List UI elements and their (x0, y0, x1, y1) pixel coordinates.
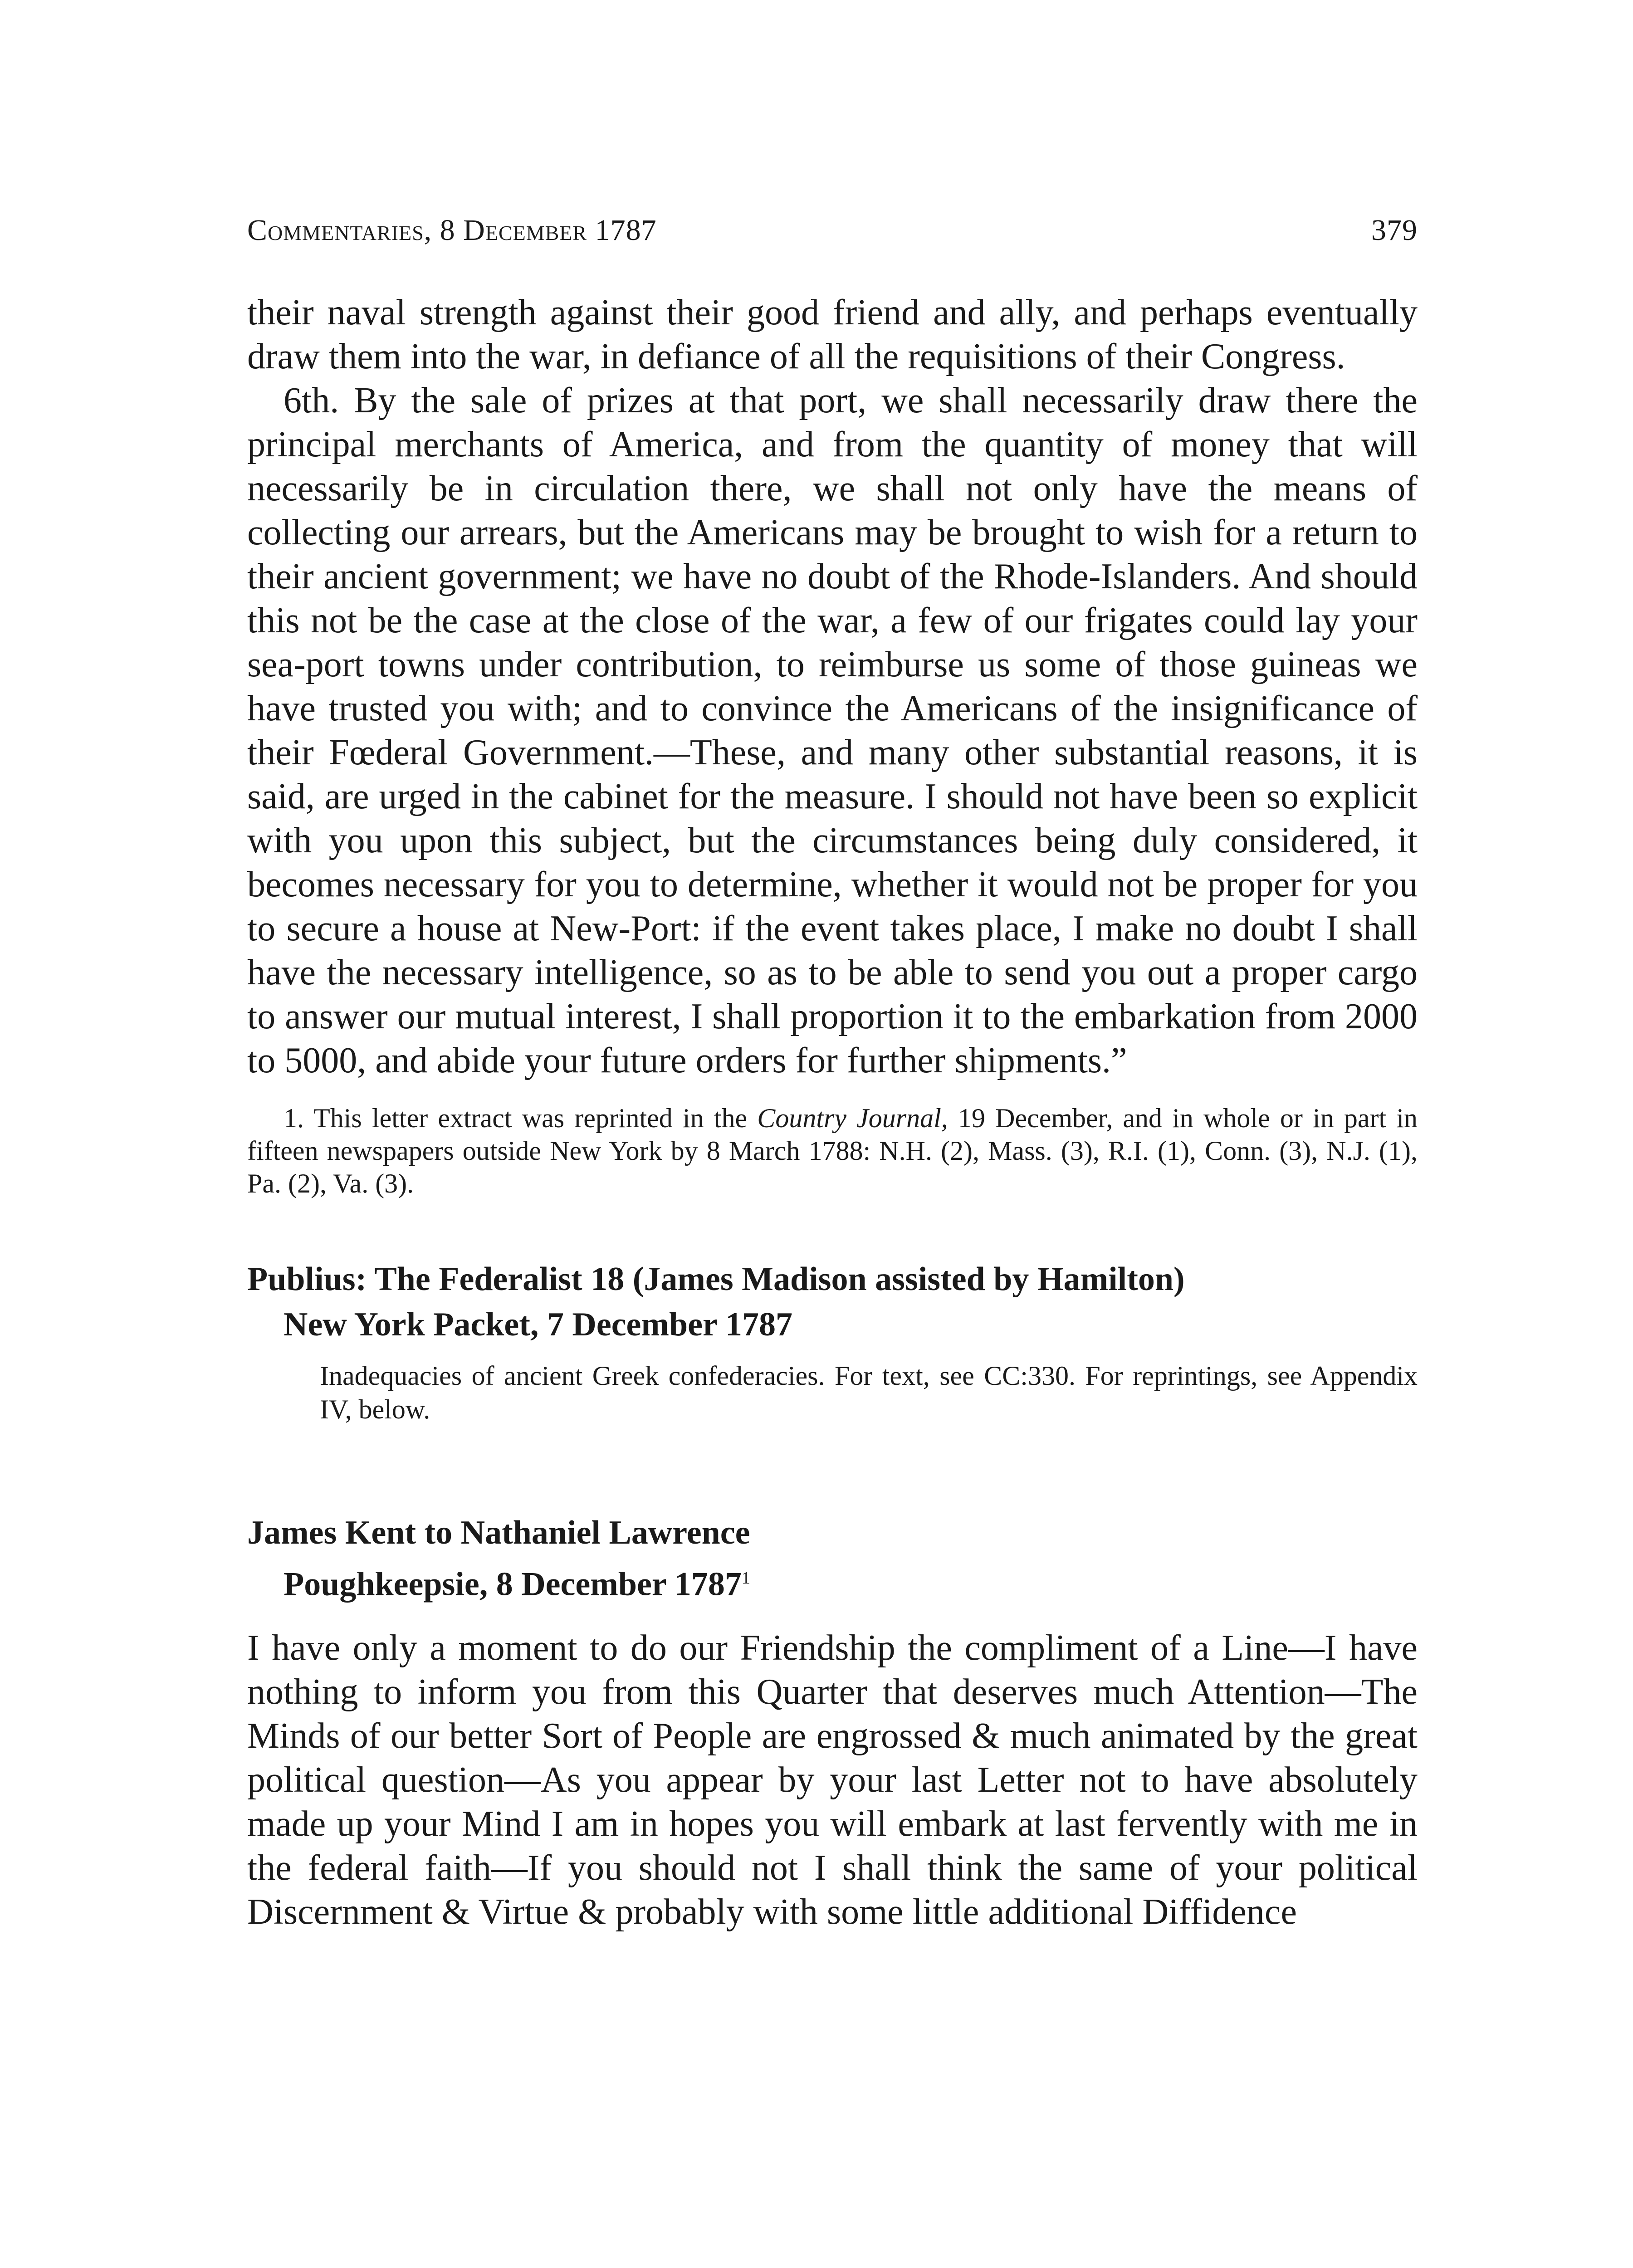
continuation-text (247, 291, 1418, 1083)
footnote-text: 1. This letter extract was reprinted in the (284, 1103, 758, 1133)
paragraph: I have only a moment to do our Friendship the compliment of a Line—I have nothing to inform you from this Quarter that deserves much Attention—The Minds of our better Sort of People are engrossed & much animated by the great political question—As you appear by your last Letter not to have absolutely made up your Mind I am in hopes you will embark at last fervently with me in the federal faith—If you should not I shall think the same of your political Discernment & Virtue & probably with some little additional Diffidence (247, 1628, 1418, 1932)
letter-text (247, 1626, 1418, 1934)
footnote-text: 19 December, and in whole or in part in fifteen newspapers outside New York by 8 March 1788: N.H. (2), Mass. (3), R.I. (1), Conn. (3), N.J. (1), Pa. (2), Va. (3). (247, 1103, 1418, 1198)
heading-line-2: New York Packet, 7 December 1787 (284, 1306, 793, 1343)
section-heading (247, 1256, 1418, 1347)
heading-place-date: Poughkeepsie, 8 December 1787 (284, 1565, 742, 1603)
running-head-title: Commentaries, 8 December 1787 (247, 214, 657, 247)
footnote-italic-title: Country Journal, (757, 1103, 948, 1133)
footnote-marker: 1 (741, 1569, 750, 1588)
running-head (247, 213, 1418, 248)
heading-line-1: James Kent to Nathaniel Lawrence (247, 1514, 750, 1551)
book-page (247, 213, 1418, 1934)
footnote (247, 1102, 1418, 1200)
paragraph: 6th. By the sale of prizes at that port, we shall necessarily draw there the principal merchants of America, and from the quantity of money that will necessarily be in circulation there, we shall not only have the means of collecting our arrears, but the Americans may be brought to wish for a return to their ancient government; we have no doubt of the Rhode-Islanders. And should this not be the case at the close of the war, a few of our frigates could lay your sea-port towns under contribution, to reimburse us some of those guineas we have trusted you with; and to convince the Americans of the insignificance of their Fœderal Government.—These, and many other substantial reasons, it is said, are urged in the cabinet for the measure. I should not have been so explicit with you upon this subject, but the circumstances being duly considered, it becomes necessary for you to determine, whether it would not be proper for you to secure a house at New-Port: if the event takes place, I make no doubt I shall have the necessary intelligence, so as to be able to send you out a proper cargo to answer our mutual interest, I shall proportion it to the embarkation from 2000 to 5000, and abide your future orders for further shipments.” (247, 381, 1418, 1080)
heading-line-2 (247, 1555, 1418, 1607)
paragraph: their naval strength against their good friend and ally, and perhaps eventually draw them into the war, in defiance of all the requisitions of their Congress. (247, 293, 1418, 376)
section-abstract: Inadequacies of ancient Greek confederacies. For text, see CC:330. For reprintings, see Appendix IV, below. (320, 1361, 1418, 1424)
heading-line-1: Publius: The Federalist 18 (James Madison assisted by Hamilton) (247, 1261, 1185, 1298)
page-number: 379 (1371, 214, 1418, 247)
section-heading (247, 1510, 1418, 1607)
